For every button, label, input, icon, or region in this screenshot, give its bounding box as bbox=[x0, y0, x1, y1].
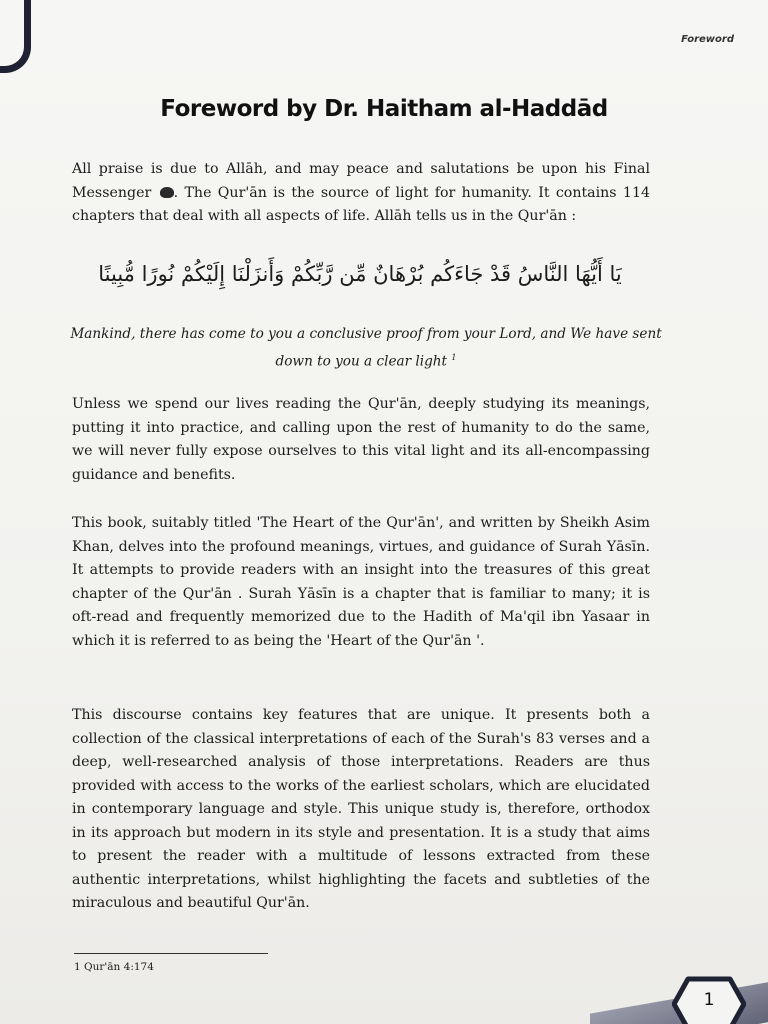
paragraph-4: This discourse contains key features that are unique. It presents both a collection of the classical interpretations of each of the Surah's 83 verses and a deep, well-researched analysis of those interpretations. Readers are thus provided with access to the works of the earliest scholars, which are elucidated in contemporary language and style. This unique study is, therefore, orthodox in its approach but modern in its style and presentation. It is a study that aims to present the reader with a multitude of lessons extracted from these authentic interpretations, whilst highlighting the facets and subtleties of the miraculous and beautiful Qur'ān. bbox=[72, 707, 650, 911]
arabic-verse: يَا أَيُّهَا النَّاسُ قَدْ جَاءَكُم بُرْهَانٌ مِّن رَّبِّكُمْ وَأَنزَلْنَا إِلَيْكُمْ نُورًا مُّبِينًا bbox=[98, 262, 622, 286]
page-number: 1 bbox=[703, 990, 715, 1010]
corner-tab-decoration bbox=[0, 0, 31, 73]
paragraph-3: This book, suitably titled 'The Heart of the Qur'ān', and written by Sheikh Asim Khan, delves into the profound meanings, virtues, and guidance of Surah Yāsīn. It attempts to provide readers with an insight into the treasures of this great chapter of the Qur'ān . Surah Yāsīn is a chapter that is familiar to many; it is oft-read and frequently memorized due to the Hadith of Ma'qil ibn Yasaar in which it is referred to as being the 'Heart of the Qur'ān '. bbox=[72, 515, 650, 649]
footnote: 1 Qur'ān 4:174 bbox=[74, 961, 154, 973]
translation-text: Mankind, there has come to you a conclusive proof from your Lord, and We have sent down to you a clear light bbox=[70, 326, 662, 370]
paragraph-2: Unless we spend our lives reading the Qur'ān, deeply studying its meanings, putting it into practice, and calling upon the rest of humanity to do the same, we will never fully expose ourselves to this vital light and its all-encompassing guidance and benefits. bbox=[72, 396, 650, 483]
paragraph-intro bbox=[72, 158, 650, 229]
running-head: Foreword bbox=[681, 34, 734, 45]
paragraph-intro-part-b: . The Qur'ān is the source of light for humanity. It contains 114 chapters that deal with all aspects of life. Allāh tells us in the Qur'ān : bbox=[72, 184, 651, 224]
salutation-icon bbox=[160, 187, 174, 198]
paragraph-intro-part-a: All praise is due to Allāh, and may peace and salutations be upon his Final Messenger bbox=[72, 161, 650, 201]
footnote-divider bbox=[74, 953, 268, 954]
verse-translation bbox=[66, 322, 666, 374]
footnote-mark: 1 bbox=[451, 353, 457, 362]
page-title: Foreword by Dr. Haitham al-Haddād bbox=[160, 96, 608, 122]
